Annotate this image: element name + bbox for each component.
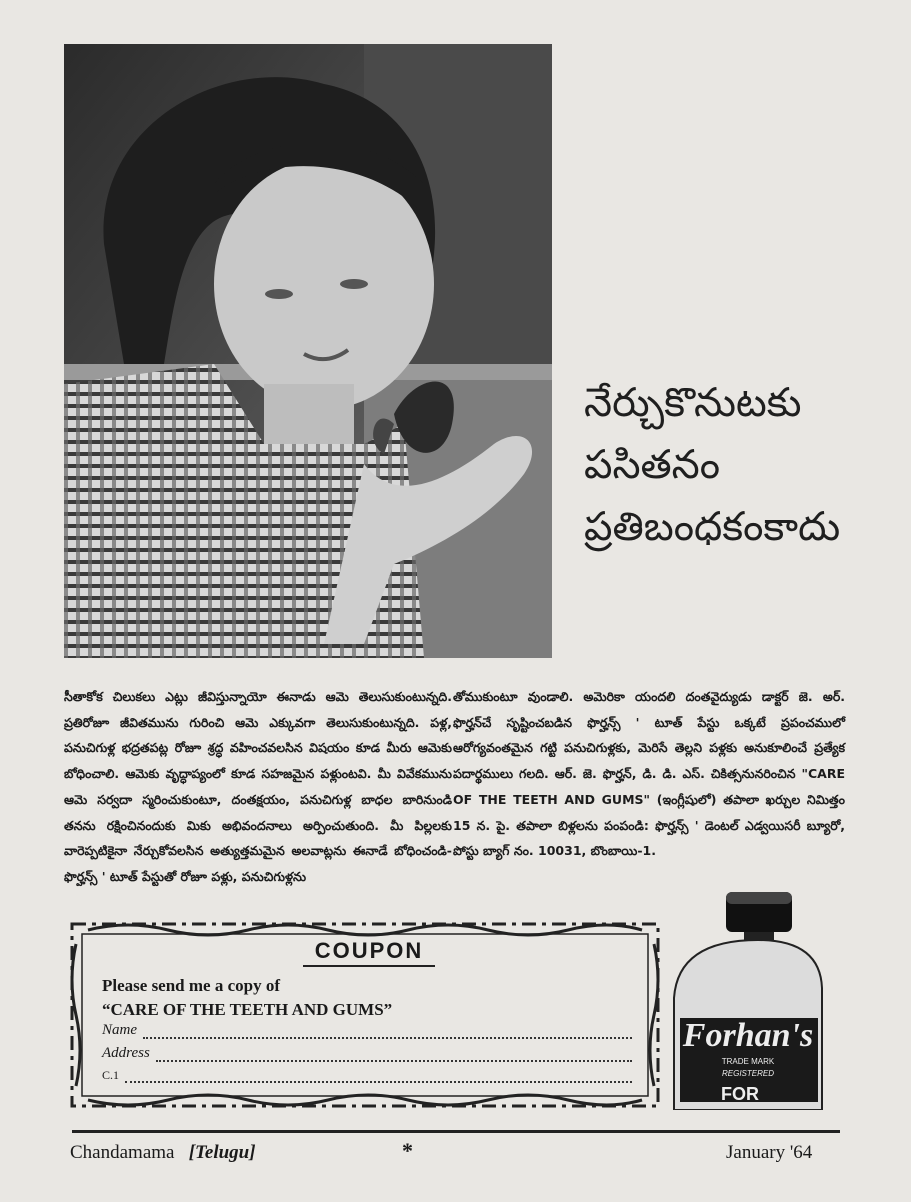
publication-edition: [Telugu]	[188, 1142, 256, 1163]
address-field-label: Address	[102, 1045, 150, 1061]
address-field[interactable]	[102, 1045, 632, 1062]
footer-star: *	[402, 1138, 413, 1163]
body-text-right: తోముకుంటూ వుండాలి. అమెరికా యందలి దంతవైద్యుడు డాక్టర్ జె. అర్. ఫొర్హన్‌చే సృష్టించబడిన ఫొర్హన్స్ ' టూత్ పేస్టు ఒక్కటే ప్రపంచములో ఆరోగ్యవంతమైన గట్టి పనుచిగుళ్లకు, మెరిసే తెల్లని పళ్లకు అనుకూలించే ప్రత్యేక పదార్థములు గలది. ఆర్. జె. ఫొర్హన్, డి. డి. ఎస్. చికిత్సనునరించిన "CARE OF THE TEETH AND GUMS" (ఇంగ్లీషులో) తపాలా ఖర్చుల నిమిత్తం 15 న. పై. తపాలా బిళ్లలను పంపండి: ఫొర్హన్స్ ' డెంటల్ ఎడ్వయిసరీ బ్యూరో, పోస్టు బ్యాగ్ నం. 10031, బొంబాయి-1.	[453, 689, 845, 859]
name-field[interactable]	[102, 1022, 632, 1039]
tube-brand: Forhan's	[682, 1017, 814, 1054]
coupon	[68, 920, 662, 1110]
publication-name: Chandamama	[70, 1142, 175, 1163]
address-line-2[interactable]	[102, 1068, 632, 1083]
footer-date: January '64	[726, 1142, 813, 1163]
coupon-request-line: Please send me a copy of	[102, 976, 281, 995]
body-text-left: సీతాకోక చిలుకలు ఎట్లు జీవిస్తున్నాయో ఈనాడు ఆమె తెలుసుకుంటున్నది. ప్రతిరోజూ జీవితమును గురించి ఆమె ఎక్కువగా తెలుసుకుంటున్నది. పళ్ల, పనుచిగుళ్ల భద్రతపట్ల రోజూ శ్రద్ధ వహించవలసిన విషయం కూడ మీరు ఆమెకు బోధించాలి. ఆమెకు వృద్ధాప్యంలో కూడ సహజమైన పళ్లుంటవి. మీ వివేకమును ఆమె సర్వదా స్మరించుకుంటూ, దంతక్షయం, పనుచిగుళ్ల బాధల బారినుండి తనను రక్షించినందుకు మికు అభివందనాలు అర్పించుతుంది. మీ పిల్లలకు వారెప్పటికైనా నేర్చుకోవలసిన అత్యుత్తమమైన అలవాట్లను ఈనాడే బోధించండి- ఫొర్హన్స్ ' టూత్ పేస్టుతో రోజూ పళ్లు, పనుచిగుళ్లను	[64, 689, 452, 884]
hero-photo	[64, 44, 552, 658]
coupon-title: COUPON	[303, 938, 435, 967]
address-field-line[interactable]	[156, 1048, 632, 1062]
headline	[584, 372, 894, 558]
footer-divider	[72, 1130, 840, 1133]
headline-line-3: ప్రతిబంధకంకాదు	[584, 504, 841, 550]
coupon-code-label: C.1	[102, 1068, 120, 1082]
toothpaste-tube-image	[668, 888, 828, 1110]
tube-trade-mark: TRADE MARK	[721, 1057, 775, 1066]
coupon-booklet-title: “CARE OF THE TEETH AND GUMS”	[102, 1000, 393, 1019]
tube-registered: REGISTERED	[721, 1069, 775, 1078]
headline-line-2: పసితనం	[584, 442, 720, 488]
name-field-label: Name	[102, 1022, 137, 1038]
address-line-2-line[interactable]	[125, 1069, 632, 1083]
footer-publication	[70, 1142, 256, 1164]
tube-for: FOR	[721, 1084, 759, 1104]
name-field-line[interactable]	[143, 1025, 632, 1039]
headline-line-1: నేర్చుకొనుటకు	[584, 380, 802, 426]
